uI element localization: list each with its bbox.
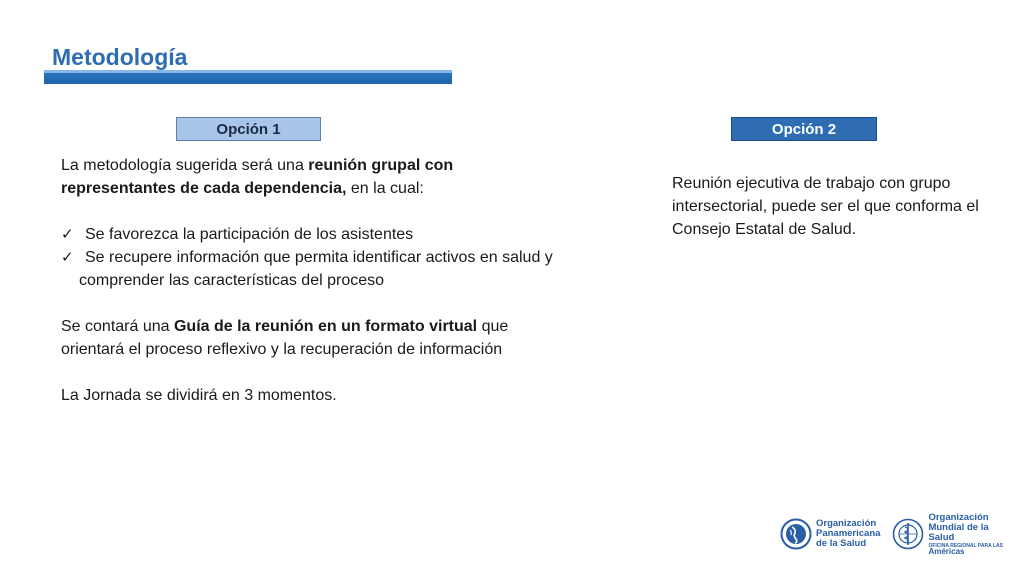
who-logo [892,513,1016,556]
paho-name-line3: de la Salud [816,538,867,549]
paho-name-line1: Organización [816,518,877,529]
intro-prefix: La metodología sugerida será una [61,157,309,174]
bullet-text: Se recupere información que permita identificar activos en salud y [85,249,553,266]
who-emblem-icon [892,518,924,550]
who-name-line2: Mundial de la Salud [928,521,989,543]
guide-bold: Guía de la reunión en un formato virtual [173,318,478,335]
intro-paragraph [61,154,561,200]
option-2-content: Reunión ejecutiva de trabajo con grupo intersectorial, puede ser el que conforma el Consejo Estatal de Salud. [672,175,979,238]
option-1-content [61,154,561,407]
paho-logo [780,518,880,550]
check-icon: ✓ [61,226,74,243]
guide-paragraph [61,315,561,361]
who-name-line1: Organización [928,511,989,523]
paho-emblem-icon [780,518,812,550]
who-regional-line [928,543,1016,556]
guide-suffix: que orientará el proceso reflexivo y la recuperación de información [61,318,509,358]
title-underline-bar [44,70,452,84]
bullet-text: Se favorezca la participación de los asistentes [85,226,414,243]
footer-logos [780,512,1016,556]
intro-suffix: en la cual: [346,180,424,197]
list-item [61,246,561,269]
guide-prefix: Se contará una [61,318,174,335]
paho-name-line2: Panamericana [816,528,881,539]
who-regional-name: Américas [928,546,965,556]
bullet-continuation: comprender las características del proceso [79,272,385,289]
slide-title: Metodología [52,44,188,70]
option-2-label: Opción 2 [731,117,877,141]
who-regional-prefix: OFICINA REGIONAL PARA LAS [928,542,1003,549]
list-item [61,223,561,246]
closing-paragraph: La Jornada se dividirá en 3 momentos. [61,387,337,404]
intro-bold: reunión grupal con representantes de cada dependencia, [61,157,454,197]
option-1-label: Opción 1 [176,117,321,141]
check-icon: ✓ [61,249,74,266]
